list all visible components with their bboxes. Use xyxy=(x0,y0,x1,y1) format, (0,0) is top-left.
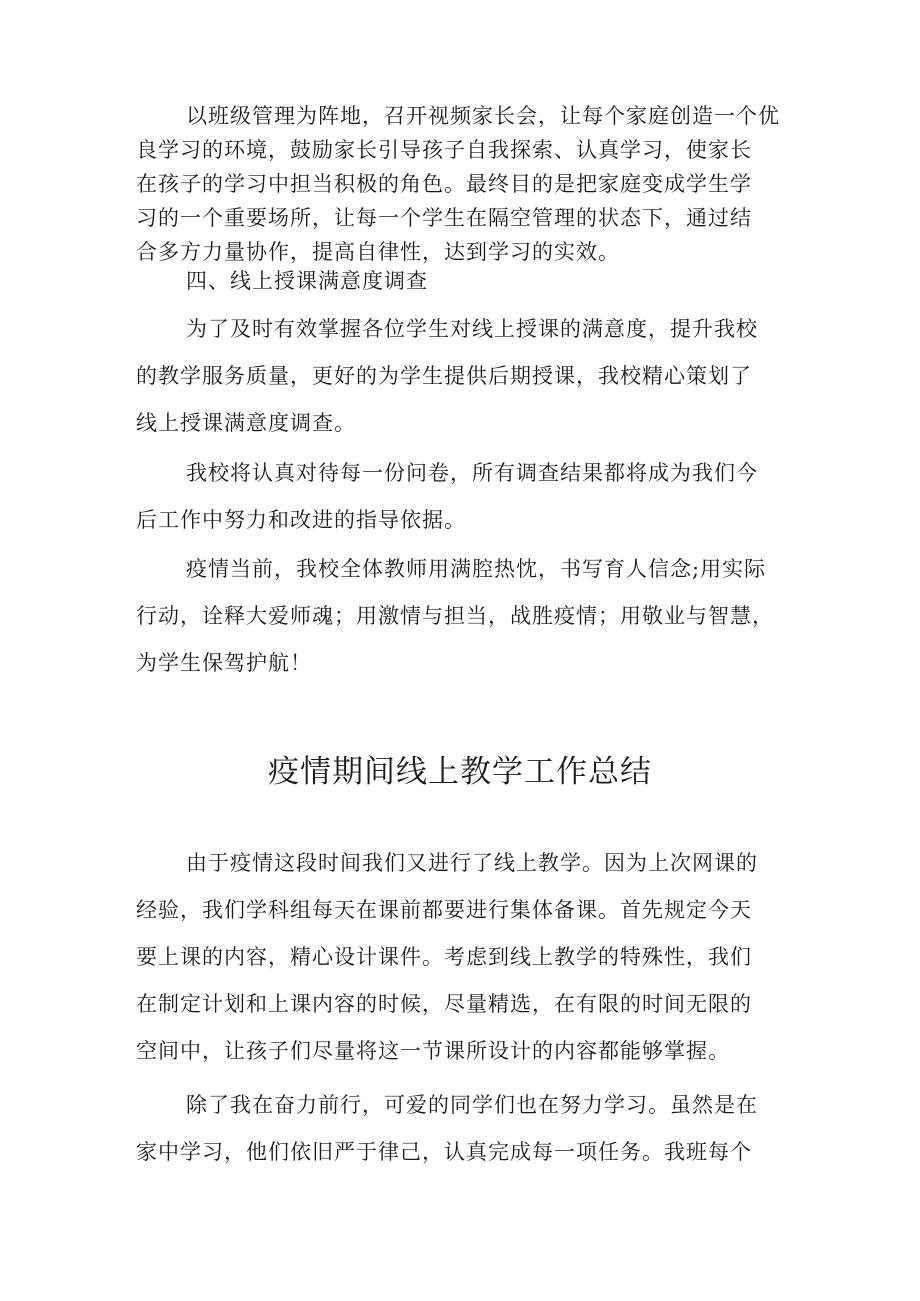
text-line: 为学生保驾护航！ xyxy=(136,651,312,675)
text-line: 以班级管理为阵地，召开视频家长会，让每个家庭创造一个优 xyxy=(186,104,780,128)
text-line: 良学习的环境，鼓励家长引导孩子自我探索、认真学习，使家长 xyxy=(136,138,752,162)
text-line: 经验，我们学科组每天在课前都要进行集体备课。首先规定今天 xyxy=(136,898,752,922)
text-line: 行动，诠释大爱师魂；用激情与担当，战胜疫情；用敬业与智慧， xyxy=(136,604,774,628)
text-line: 由于疫情这段时间我们又进行了线上教学。因为上次网课的 xyxy=(186,851,758,875)
text-line: 家中学习，他们依旧严于律己，认真完成每一项任务。我班每个 xyxy=(136,1140,752,1164)
text-line: 空间中，让孩子们尽量将这一节课所设计的内容都能够掌握。 xyxy=(136,1039,730,1063)
text-line: 合多方力量协作，提高自律性，达到学习的实效。 xyxy=(136,240,620,264)
text-line: 除了我在奋力前行，可爱的同学们也在努力学习。虽然是在 xyxy=(186,1093,758,1117)
paragraph-survey-commitment xyxy=(136,450,796,544)
text-line: 线上授课满意度调查。 xyxy=(136,411,356,435)
text-line: 在制定计划和上课内容的时候，尽量精选，在有限的时间无限的 xyxy=(136,992,752,1016)
text-line: 习的一个重要场所，让每一个学生在隔空管理的状态下，通过结 xyxy=(136,206,752,230)
paragraph-teacher-dedication xyxy=(136,546,796,687)
text-line: 我校将认真对待每一份问卷，所有调查结果都将成为我们今 xyxy=(186,461,758,485)
text-line: 要上课的内容，精心设计课件。考虑到线上教学的特殊性，我们 xyxy=(136,945,752,969)
text-line: 为了及时有效掌握各位学生对线上授课的满意度，提升我校 xyxy=(186,317,758,341)
text-line: 的教学服务质量，更好的为学生提供后期授课，我校精心策划了 xyxy=(136,364,752,388)
section-heading: 四、线上授课满意度调查 xyxy=(186,269,428,293)
paragraph-students-effort xyxy=(136,1082,796,1176)
paragraph-survey-purpose xyxy=(136,306,796,447)
document-title: 疫情期间线上教学工作总结 xyxy=(268,754,652,790)
text-line: 后工作中努力和改进的指导依据。 xyxy=(136,508,466,532)
text-line: 在孩子的学习中担当积极的角色。最终目的是把家庭变成学生学 xyxy=(136,172,752,196)
text-line: 疫情当前，我校全体教师用满腔热忱，书写育人信念;用实际 xyxy=(186,557,767,581)
paragraph-class-management xyxy=(136,99,796,269)
paragraph-online-teaching xyxy=(136,840,796,1075)
